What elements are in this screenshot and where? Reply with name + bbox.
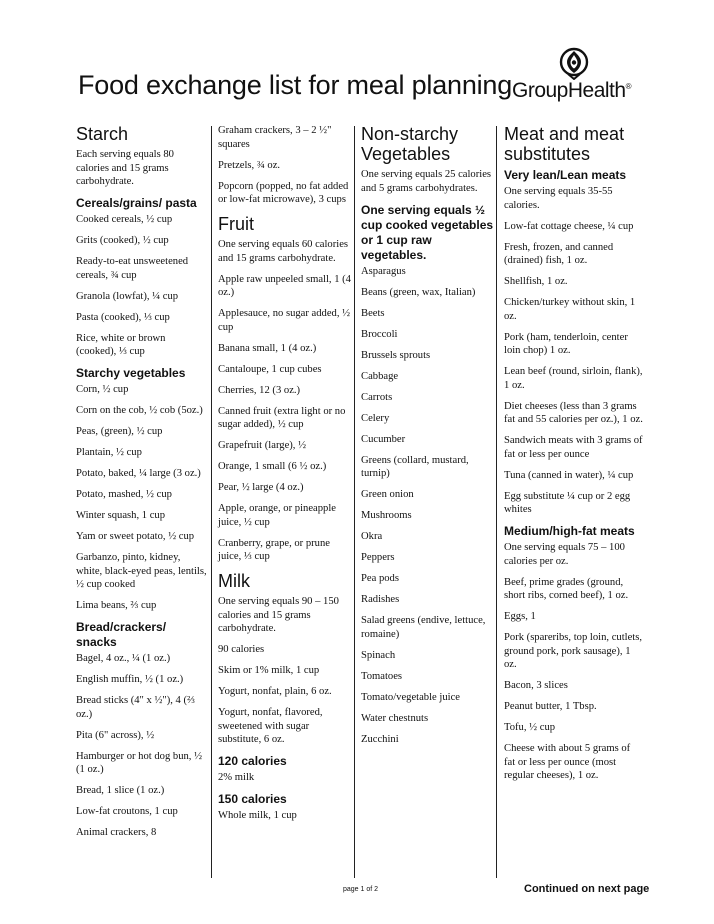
list-item: Granola (lowfat), ¼ cup <box>76 290 179 302</box>
continued-note: Continued on next page <box>524 883 650 895</box>
list-item: Canned fruit (extra light or no sugar added), ½ cup <box>218 405 346 430</box>
list-item: Pea pods <box>361 573 399 584</box>
list-item: Apple, orange, or pineapple juice, ½ cup <box>218 503 336 528</box>
list-item: Apple raw unpeeled small, 1 (4 oz.) <box>218 273 351 298</box>
list-item: Tuna (canned in water), ¼ cup <box>504 469 634 481</box>
brand-wordmark <box>512 79 631 103</box>
list-item: Orange, 1 small (6 ½ oz.) <box>218 461 327 472</box>
list-item: One serving equals 25 calories and 5 grams carbohydrates. <box>361 169 492 194</box>
list-item: Pita (6" across), ½ <box>76 729 155 741</box>
list-item: Fresh, frozen, and canned (drained) fish, 1 oz. <box>504 241 614 266</box>
list-item: Potato, mashed, ½ cup <box>76 489 172 500</box>
list-item: Salad greens (endive, lettuce, romaine) <box>361 615 486 640</box>
section-heading: Fruit <box>218 214 254 234</box>
subsection-heading: Bread/crackers/ snacks <box>76 620 167 649</box>
list-item: Winter squash, 1 cup <box>76 510 166 521</box>
list-item: Pretzels, ¾ oz. <box>218 159 281 171</box>
list-item: Diet cheeses (less than 3 grams fat and 55 calories per oz.), 1 oz. <box>504 400 643 425</box>
list-item: Banana small, 1 (4 oz.) <box>218 342 317 354</box>
section-heading: Starch <box>76 124 129 144</box>
list-item: Yogurt, nonfat, flavored, sweetened with sugar substitute, 6 oz. <box>218 707 323 745</box>
list-item: Water chestnuts <box>361 712 429 724</box>
section-heading: Meat and meat substitutes <box>504 124 625 164</box>
list-item: Rice, white or brown (cooked), ⅓ cup <box>76 332 166 357</box>
subsection-heading: One serving equals ½ cup cooked vegetables or 1 cup raw vegetables. <box>361 202 494 262</box>
column-starch <box>76 124 208 847</box>
list-item: Lima beans, ⅔ cup <box>76 600 157 611</box>
list-item: Carrots <box>361 391 393 403</box>
list-item: Whole milk, 1 cup <box>218 810 297 821</box>
list-item: Okra <box>361 531 383 542</box>
list-item: Peppers <box>361 552 395 563</box>
subsection-heading: Starchy vegetables <box>76 366 186 380</box>
page-number: page 1 of 2 <box>343 886 379 893</box>
list-item: Eggs, 1 <box>504 611 536 622</box>
list-item: Shellfish, 1 oz. <box>504 276 568 287</box>
column-vegetables <box>361 124 495 754</box>
list-item: Mushrooms <box>361 510 412 521</box>
list-item: Brussels sprouts <box>361 349 431 361</box>
list-item: One serving equals 35-55 calories. <box>504 186 613 211</box>
list-item: Bread sticks (4" x ½"), 4 (⅔ oz.) <box>76 695 195 720</box>
column-divider <box>496 126 497 878</box>
list-item: Tomato/vegetable juice <box>361 691 460 703</box>
list-item: Low-fat cottage cheese, ¼ cup <box>504 220 634 232</box>
list-item: Potato, baked, ¼ large (3 oz.) <box>76 468 201 479</box>
list-item: Bread, 1 slice (1 oz.) <box>76 785 165 796</box>
list-item: English muffin, ½ (1 oz.) <box>76 674 184 685</box>
list-item: Cucumber <box>361 433 406 445</box>
list-item: Graham crackers, 3 – 2 ½" squares <box>218 125 332 150</box>
list-item: Animal crackers, 8 <box>76 827 157 838</box>
list-item: Ready-to-eat unsweetened cereals, ¾ cup <box>76 256 189 281</box>
list-item: One serving equals 60 calories and 15 grams carbohydrate. <box>218 239 349 264</box>
list-item: Plantain, ½ cup <box>76 447 142 458</box>
list-item: Lean beef (round, sirloin, flank), 1 oz. <box>504 366 643 391</box>
list-item: Grits (cooked), ½ cup <box>76 235 169 246</box>
list-item: Garbanzo, pinto, kidney, white, black-eyed peas, lentils, ½ cup cooked <box>76 552 207 590</box>
column-divider <box>211 126 212 878</box>
list-item: Asparagus <box>361 265 406 277</box>
list-item: One serving equals 75 – 100 calories per oz. <box>504 542 625 567</box>
page-title: Food exchange list for meal planning <box>78 70 513 100</box>
grouphealth-logo <box>512 46 642 106</box>
list-item: Beans (green, wax, Italian) <box>361 286 476 298</box>
section-heading: Milk <box>218 571 250 591</box>
list-item: Broccoli <box>361 328 398 340</box>
list-item: Cabbage <box>361 370 399 382</box>
list-item: Grapefruit (large), ½ <box>218 440 307 451</box>
list-item: One serving equals 90 – 150 calories and 15 grams carbohydrate. <box>218 596 339 634</box>
list-item: Corn on the cob, ½ cob (5oz.) <box>76 405 203 416</box>
column-meat <box>504 124 644 790</box>
list-item: Pork (ham, tenderloin, center loin chop) 1 oz. <box>504 331 628 356</box>
list-item: Yogurt, nonfat, plain, 6 oz. <box>218 686 332 697</box>
column-fruit-milk <box>218 124 354 830</box>
list-item: Egg substitute ¼ cup or 2 egg whites <box>504 490 631 515</box>
list-item: Pasta (cooked), ⅓ cup <box>76 311 170 323</box>
subsection-heading: Cereals/grains/ pasta <box>76 196 197 210</box>
list-item: Peanut butter, 1 Tbsp. <box>504 701 597 712</box>
list-item: Cherries, 12 (3 oz.) <box>218 384 301 396</box>
list-item: 2% milk <box>218 772 255 783</box>
list-item: Chicken/turkey without skin, 1 oz. <box>504 297 636 322</box>
list-item: Beets <box>361 307 385 319</box>
subsection-heading: 150 calories <box>218 792 287 806</box>
list-item: Cranberry, grape, or prune juice, ⅓ cup <box>218 537 330 562</box>
list-item: Pear, ½ large (4 oz.) <box>218 482 304 493</box>
list-item: Radishes <box>361 594 400 605</box>
list-item: Green onion <box>361 489 414 500</box>
list-item: Tomatoes <box>361 670 403 682</box>
section-heading: Non-starchy Vegetables <box>361 124 459 164</box>
subsection-heading: Very lean/Lean meats <box>504 168 627 182</box>
list-item: Skim or 1% milk, 1 cup <box>218 665 320 676</box>
list-item: Sandwich meats with 3 grams of fat or less per ounce <box>504 435 643 460</box>
list-item: Greens (collard, mustard, turnip) <box>361 454 469 479</box>
list-item: Peas, (green), ½ cup <box>76 426 163 437</box>
list-item: Hamburger or hot dog bun, ½ (1 oz.) <box>76 750 203 775</box>
list-item: Beef, prime grades (ground, short ribs, corned beef), 1 oz. <box>504 576 629 601</box>
list-item: Applesauce, no sugar added, ½ cup <box>218 308 351 333</box>
brand-name: GroupHealth <box>512 79 626 102</box>
list-item: Tofu, ½ cup <box>504 722 556 733</box>
list-item: Cheese with about 5 grams of fat or less per ounce (most regular cheeses), 1 oz. <box>504 743 631 781</box>
list-item: Low-fat croutons, 1 cup <box>76 806 178 817</box>
registered-mark: ® <box>625 82 631 91</box>
list-item: Cantaloupe, 1 cup cubes <box>218 363 322 375</box>
list-item: 90 calories <box>218 644 265 655</box>
list-item: Each serving equals 80 calories and 15 grams carbohydrate. <box>76 149 174 187</box>
list-item: Popcorn (popped, no fat added or low-fat microwave), 3 cups <box>218 180 349 205</box>
list-item: Corn, ½ cup <box>76 384 129 395</box>
column-divider <box>354 126 355 878</box>
list-item: Zucchini <box>361 733 399 745</box>
list-item: Bacon, 3 slices <box>504 680 568 691</box>
subsection-heading: 120 calories <box>218 754 287 768</box>
subsection-heading: Medium/high-fat meats <box>504 524 635 538</box>
grouphealth-emblem-icon <box>558 46 590 80</box>
list-item: Spinach <box>361 649 396 661</box>
list-item: Bagel, 4 oz., ¼ (1 oz.) <box>76 653 171 664</box>
list-item: Celery <box>361 412 390 424</box>
list-item: Cooked cereals, ½ cup <box>76 214 173 225</box>
list-item: Yam or sweet potato, ½ cup <box>76 531 195 542</box>
list-item: Pork (spareribs, top loin, cutlets, ground pork, pork sausage), 1 oz. <box>504 632 642 670</box>
